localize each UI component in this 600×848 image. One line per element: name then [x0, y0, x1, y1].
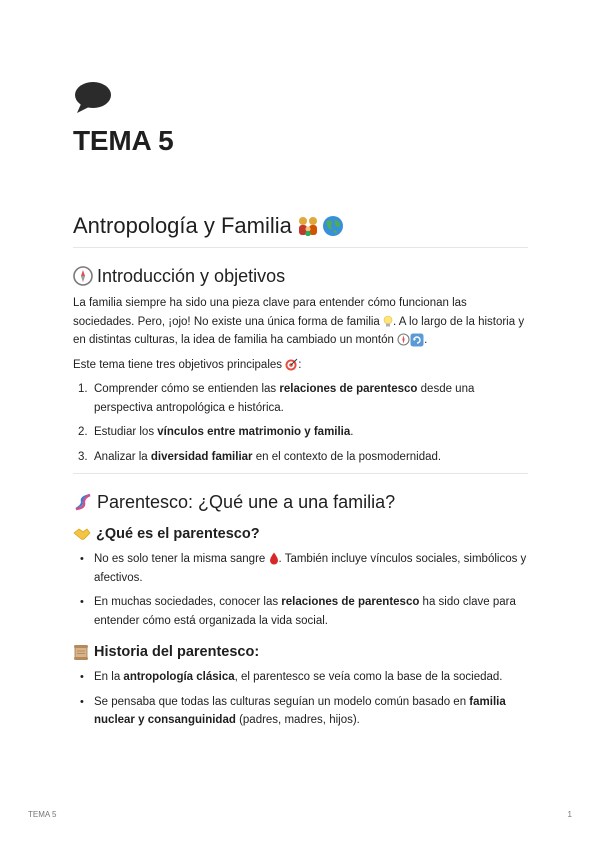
historia-list — [73, 668, 528, 730]
list-item — [73, 380, 528, 417]
family-icon — [296, 215, 320, 237]
item-text: . — [350, 426, 354, 438]
item-bold-text: relaciones de parentesco — [281, 596, 420, 608]
list-item — [73, 423, 528, 442]
bullet: • — [80, 695, 84, 708]
item-text: En la — [94, 671, 124, 683]
blood-drop-icon — [269, 552, 279, 565]
item-text: , el parentesco se veía como la base de la sociedad. — [234, 671, 503, 683]
item-text: No es solo tener la misma sangre — [94, 553, 266, 565]
lightbulb-icon — [383, 315, 393, 328]
section-heading-parentesco — [73, 490, 528, 514]
target-icon — [285, 358, 298, 371]
item-text: . También incluye vínculos sociales, simbólicos y afectivos. — [94, 553, 527, 584]
paragraph-text: . A lo largo de la historia y en distintas culturas, la idea de familia ha cambiado un montón — [73, 315, 525, 346]
bullet: • — [80, 596, 84, 608]
refresh-icon — [410, 333, 424, 347]
paragraph-text: . — [424, 334, 428, 346]
item-text: En muchas sociedades, conocer las — [94, 596, 282, 608]
section-heading-antropologia — [73, 212, 528, 240]
subheading-que-es — [73, 524, 528, 544]
compass-icon — [73, 266, 93, 286]
item-bold-text: familia nuclear y consanguinidad — [94, 695, 506, 726]
page-number: 1 — [567, 810, 572, 819]
item-bold-text: diversidad familiar — [150, 450, 253, 463]
document-page — [73, 80, 528, 730]
section-heading-introduccion — [73, 264, 528, 288]
list-number: 1. — [78, 383, 88, 395]
item-bold-text: antropología clásica — [123, 671, 235, 683]
list-item — [73, 693, 528, 730]
item-text: Analizar la — [94, 450, 151, 463]
paragraph-text: La familia siempre ha sido una pieza clave para entender cómo funcionan las sociedades. Pero, ¡ojo! No existe una única forma de familia — [73, 297, 467, 328]
footer-left: TEMA 5 — [28, 810, 57, 819]
item-text: ha sido clave para entender cómo está organizada la vida social. — [94, 596, 516, 627]
scroll-icon — [73, 644, 89, 661]
heading-text: Introducción y objetivos — [97, 266, 286, 286]
item-text: (padres, madres, hijos). — [235, 714, 360, 726]
bullet: • — [80, 553, 84, 565]
list-item — [73, 668, 528, 687]
item-text: Comprender cómo se entienden las — [94, 383, 280, 395]
heading-text: Parentesco: ¿Qué une a una familia? — [97, 492, 396, 512]
item-bold-text: vínculos entre matrimonio y familia — [157, 426, 351, 438]
item-text: Estudiar los — [94, 426, 158, 438]
item-text: desde una perspectiva antropológica e histórica. — [94, 383, 475, 414]
list-number: 2. — [78, 426, 88, 438]
list-item — [73, 550, 528, 587]
item-text: en el contexto de la posmodernidad. — [252, 450, 442, 463]
speech-bubble-icon — [73, 80, 113, 114]
bullet: • — [80, 671, 84, 683]
intro-paragraph — [73, 294, 528, 350]
item-text: Se pensaba que todas las culturas seguían un modelo común basado en — [94, 695, 470, 708]
dna-icon — [73, 492, 93, 512]
page-title: TEMA 5 — [73, 125, 174, 156]
subheading-text: ¿Qué es el parentesco? — [96, 526, 260, 542]
subheading-text: Historia del parentesco: — [94, 644, 260, 660]
que-es-list — [73, 550, 528, 630]
paragraph-text: Este tema tiene tres objetivos principales — [73, 358, 283, 371]
subheading-historia — [73, 642, 528, 662]
heading-text: Antropología y Familia — [73, 213, 292, 238]
paragraph-text: : — [298, 358, 302, 371]
item-bold-text: relaciones de parentesco — [279, 383, 418, 395]
globe-icon — [322, 215, 344, 237]
handshake-icon — [73, 527, 91, 541]
list-number: 3. — [78, 450, 88, 463]
list-item — [73, 448, 528, 467]
compass-small-icon — [397, 333, 410, 346]
objectives-list — [73, 380, 528, 466]
list-item — [73, 593, 528, 630]
objectives-intro — [73, 356, 528, 375]
